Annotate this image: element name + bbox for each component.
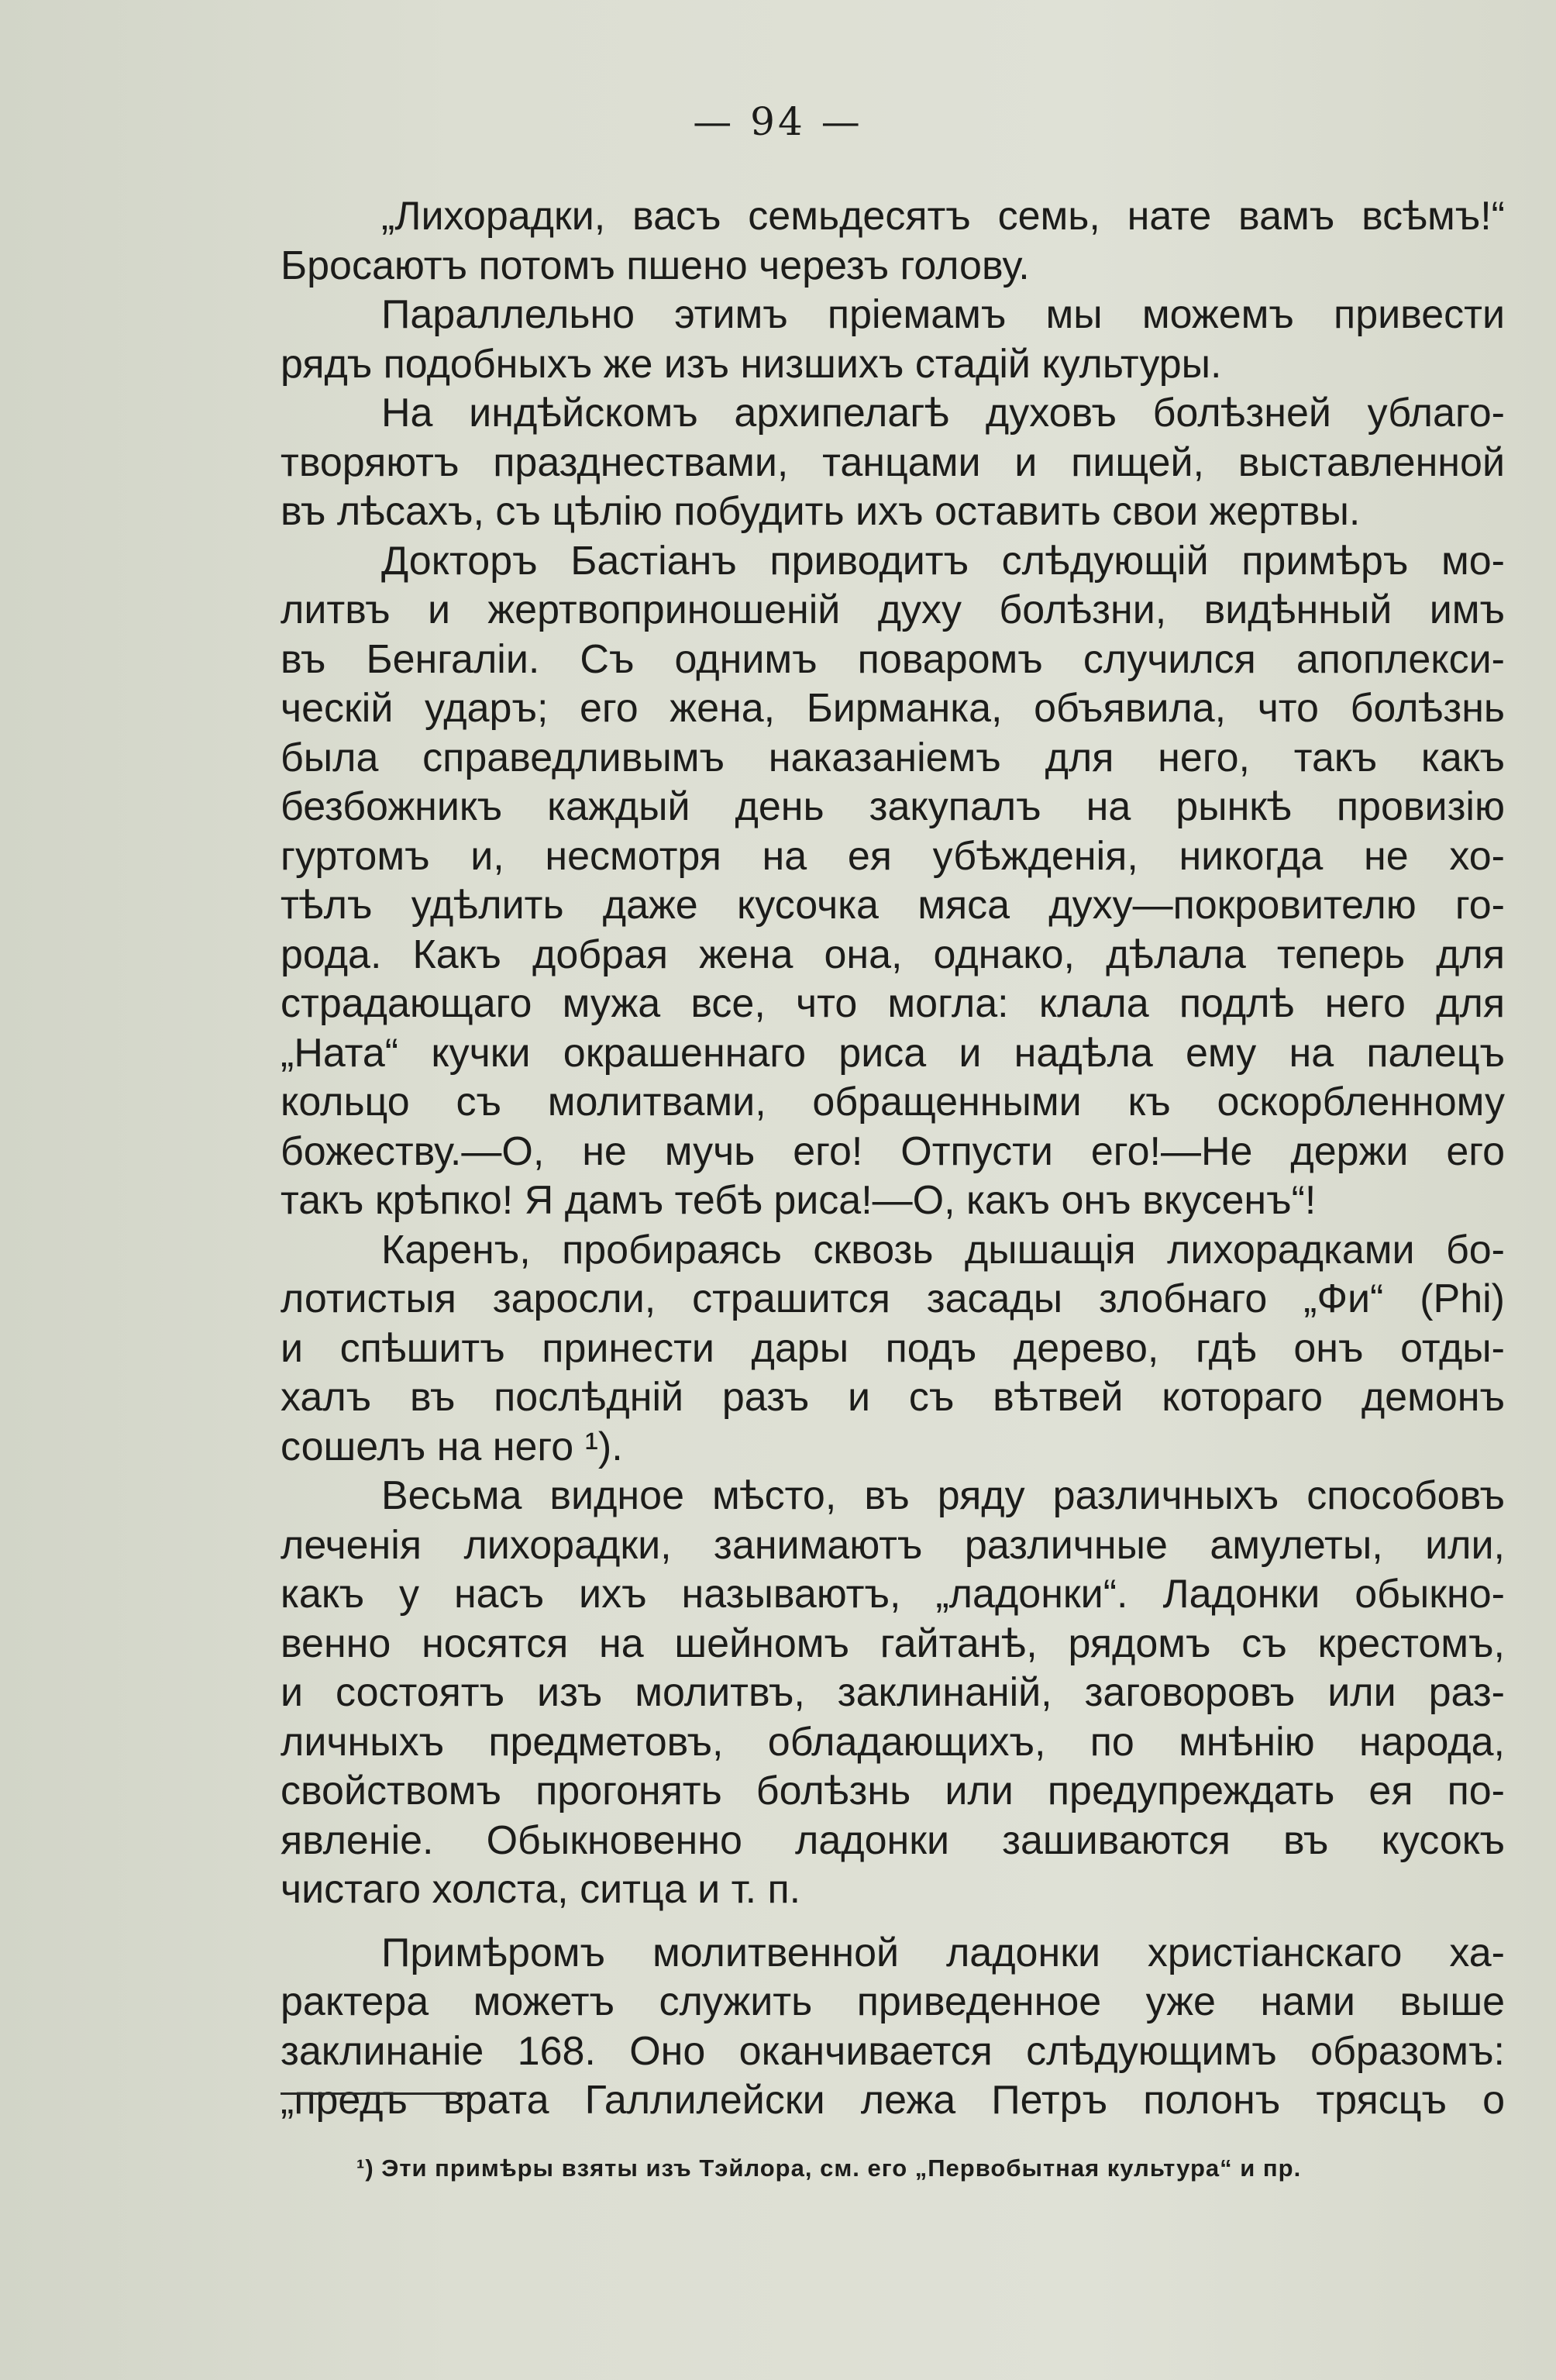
text-line: гуртомъ и, несмотря на ея убѣжденія, никогда не хо- (281, 833, 1505, 879)
text-line: безбожникъ каждый день закупалъ на рынкѣ провизію (281, 784, 1505, 829)
text-line: Докторъ Бастіанъ приводитъ слѣдующій примѣръ мо- (381, 538, 1505, 584)
body-text (281, 192, 1505, 2126)
footnote-rule (281, 2092, 470, 2095)
text-line: лотистыя заросли, страшится засады злобнаго „Фи“ (Phi) (281, 1276, 1505, 1321)
text-line: „Ната“ кучки окрашеннаго риса и надѣла ему на палецъ (281, 1030, 1505, 1076)
text-line: Параллельно этимъ пріемамъ мы можемъ привести (381, 292, 1505, 337)
text-line: явленіе. Обыкновенно ладонки зашиваются въ кусокъ (281, 1817, 1505, 1863)
text-line: рактера можетъ служить приведенное уже нами выше (281, 1979, 1505, 2024)
text-line: венно носятся на шейномъ гайтанѣ, рядомъ съ крестомъ, (281, 1621, 1505, 1666)
text-line: заклинаніе 168. Оно оканчивается слѣдующимъ образомъ: (281, 2028, 1505, 2074)
text-line: ческій ударъ; его жена, Бирманка, объявила, что болѣзнь (281, 686, 1505, 731)
text-line: Бросаютъ потомъ пшено черезъ голову. (281, 243, 1030, 288)
text-line: божеству.—О, не мучь его! Отпусти его!—Не держи его (281, 1128, 1505, 1174)
text-line: рядъ подобныхъ же изъ низшихъ стадій культуры. (281, 341, 1222, 387)
page-number: — 94 — (693, 99, 863, 144)
text-line: леченія лихорадки, занимаютъ различные амулеты, или, (281, 1522, 1505, 1568)
text-line: Примѣромъ молитвенной ладонки христіанскаго ха- (381, 1930, 1505, 1975)
text-line: въ лѣсахъ, съ цѣлію побудить ихъ оставить свои жертвы. (281, 489, 1361, 534)
text-line: какъ у насъ ихъ называютъ, „ладонки“. Ладонки обыкно- (281, 1572, 1505, 1617)
text-line: была справедливымъ наказаніемъ для него, такъ какъ (281, 735, 1505, 780)
text-line: свойствомъ прогонять болѣзнь или предупреждать ея по- (281, 1769, 1505, 1813)
text-line: и спѣшитъ принести дары подъ дерево, гдѣ онъ отды- (281, 1325, 1505, 1371)
text-line: Весьма видное мѣсто, въ ряду различныхъ способовъ (381, 1473, 1505, 1518)
text-line: На индѣйскомъ архипелагѣ духовъ болѣзней ублаго- (381, 391, 1505, 436)
text-line: сошелъ на него ¹). (281, 1424, 623, 1469)
text-line: кольцо съ молитвами, обращенными къ оскорбленному (281, 1080, 1505, 1125)
footnote: ¹) Эти примѣры взяты изъ Тэйлора, см. его „Первобытная культура“ и пр. (356, 2154, 1302, 2182)
text-line: страдающаго мужа все, что могла: клала подлѣ него для (281, 981, 1505, 1026)
text-line: и состоятъ изъ молитвъ, заклинаній, заговоровъ или раз- (281, 1670, 1505, 1715)
text-line: личныхъ предметовъ, обладающихъ, по мнѣнію народа, (281, 1719, 1505, 1765)
text-line: рода. Какъ добрая жена она, однако, дѣлала теперь для (281, 932, 1505, 977)
text-line: такъ крѣпко! Я дамъ тебѣ риса!—О, какъ онъ вкусенъ“! (281, 1178, 1317, 1223)
text-line: тѣлъ удѣлить даже кусочка мяса духу—покровителю го- (281, 883, 1505, 928)
text-line: „предъ врата Галлилейски лежа Петръ полонъ трясцъ о (281, 2078, 1505, 2123)
text-line: творяютъ празднествами, танцами и пищей, выставленной (281, 439, 1505, 485)
text-line: халъ въ послѣдній разъ и съ вѣтвей котораго демонъ (281, 1375, 1505, 1420)
text-line: „Лихорадки, васъ семьдесятъ семь, нате вамъ всѣмъ!“ (381, 194, 1505, 239)
text-line: Каренъ, пробираясь сквозь дышащія лихорадками бо- (381, 1227, 1505, 1273)
paragraph-gap (281, 1915, 1505, 1929)
text-line: чистаго холста, ситца и т. п. (281, 1867, 801, 1912)
text-line: литвъ и жертвоприношеній духу болѣзни, видѣнный имъ (281, 587, 1505, 632)
text-line: въ Бенгаліи. Съ однимъ поваромъ случился апоплекси- (281, 636, 1505, 682)
